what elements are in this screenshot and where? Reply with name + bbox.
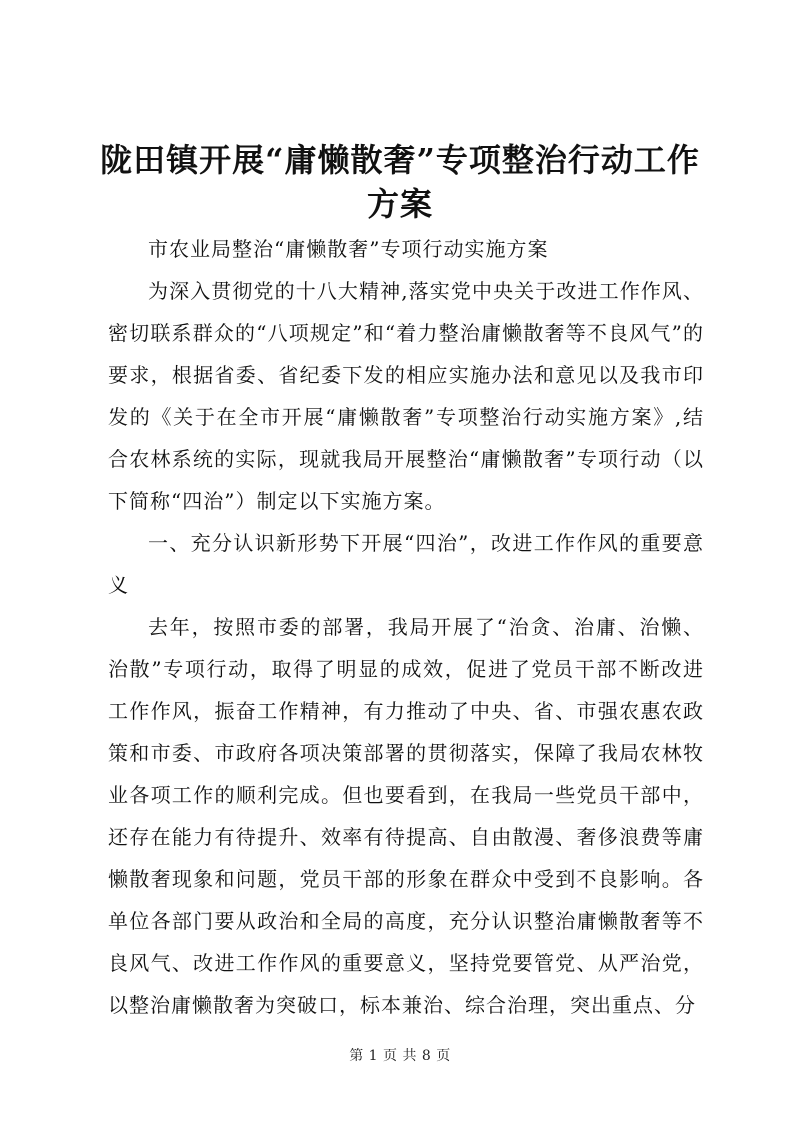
paragraph-subtitle: 市农业局整治“庸懒散奢”专项行动实施方案 [148,237,549,261]
document-title: 陇田镇开展“庸懒散奢”专项整治行动工作方案 [100,141,700,223]
document-body [108,228,704,1026]
page-footer: 第 1 页 共 8 页 [349,1048,451,1064]
section-heading: 一、充分认识新形势下开展“四治”，改进工作作风的重要意义 [108,531,704,597]
paragraph-body: 去年，按照市委的部署，我局开展了“治贪、治庸、治懒、治散”专项行动，取得了明显的成效，促进了党员干部不断改进工作作风，振奋工作精神，有力推动了中央、省、市强农惠农政策和市委、市政府各项决策部署的贯彻落实，保障了我局农林牧业各项工作的顺利完成。但也要看到，在我局一些党员干部中，还存在能力有待提升、效率有待提高、自由散漫、奢侈浪费等庸懒散奢现象和问题，党员干部的形象在群众中受到不良影响。各单位各部门要从政治和全局的高度，充分认识整治庸懒散奢等不良风气、改进工作作风的重要意义，坚持党要管党、从严治党，以整治庸懒散奢为突破口，标本兼治、综合治理，突出重点、分 [108,615,704,1017]
paragraph-intro: 为深入贯彻党的十八大精神,落实党中央关于改进工作作风、密切联系群众的“八项规定”和“着力整治庸懒散奢等不良风气”的要求，根据省委、省纪委下发的相应实施办法和意见以及我市印发的《关于在全市开展“庸懒散奢”专项整治行动实施方案》,结合农林系统的实际，现就我局开展整治“庸懒散奢”专项行动（以下简称“四治”）制定以下实施方案。 [108,279,704,513]
